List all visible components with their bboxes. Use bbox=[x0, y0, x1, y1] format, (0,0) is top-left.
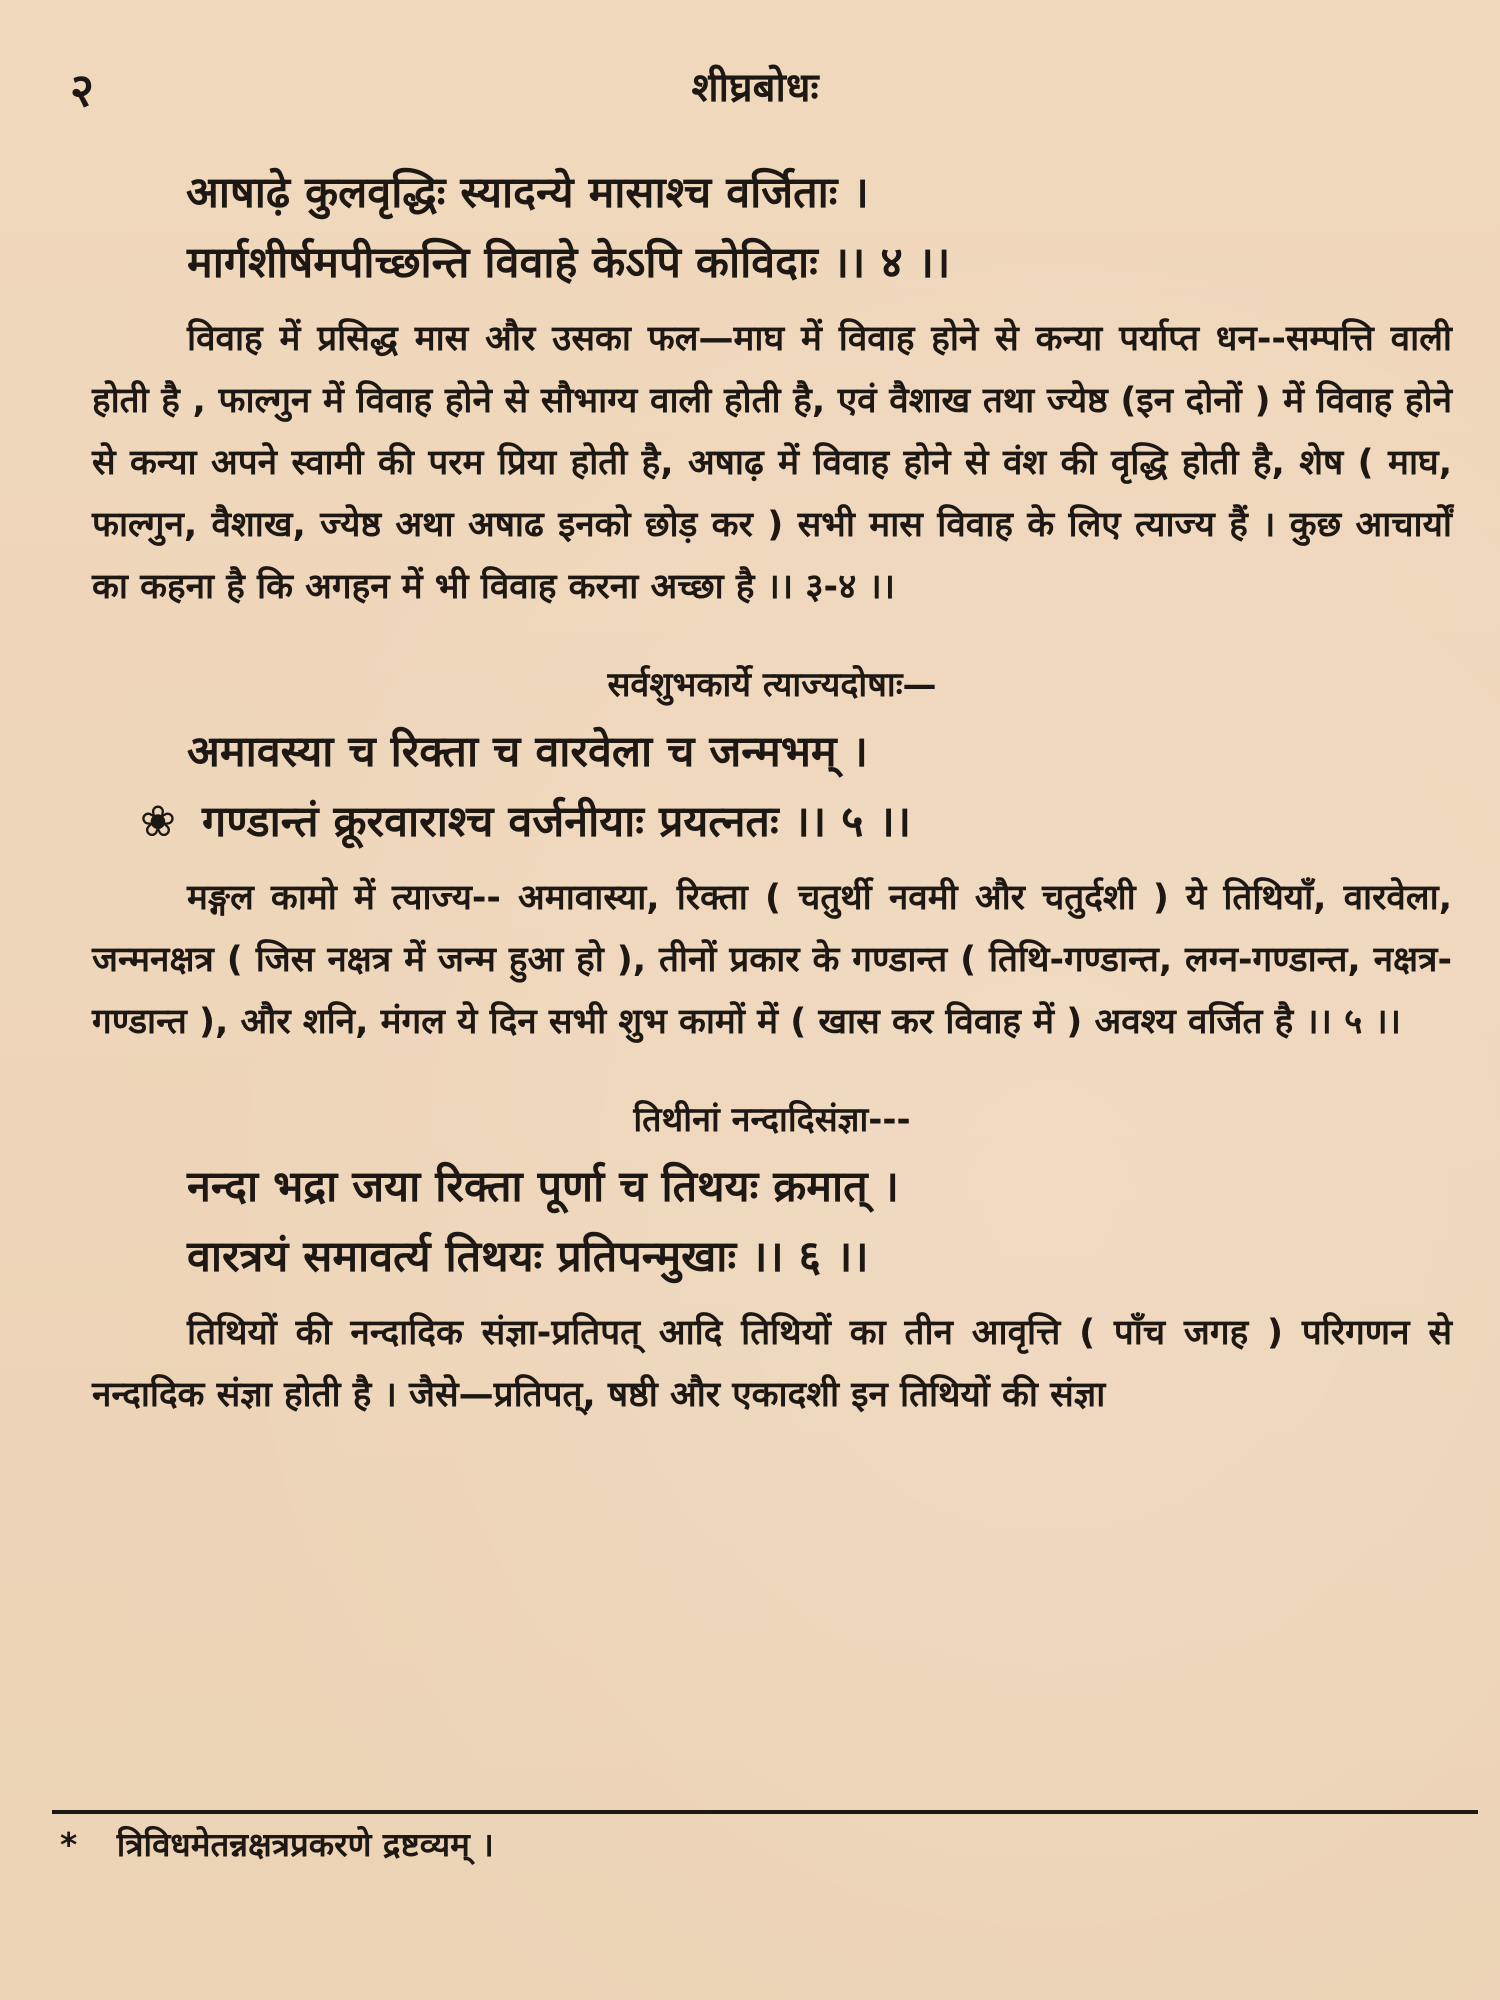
verse-5-line-2-row bbox=[92, 787, 1452, 857]
page-number: २ bbox=[70, 63, 94, 117]
footnote-divider bbox=[52, 1810, 1478, 1814]
page-content bbox=[92, 158, 1452, 1461]
section-tithi-names bbox=[92, 1088, 1452, 1426]
running-head bbox=[70, 58, 1440, 117]
running-title: शीघ्रबोधः bbox=[691, 65, 819, 111]
footnote bbox=[60, 1820, 494, 1870]
section-auspicious-defects bbox=[92, 653, 1452, 1053]
commentary-3-4: विवाह में प्रसिद्ध मास और उसका फल—माघ में विवाह होने से कन्या पर्याप्त धन--सम्पत्ति वाली होती है , फाल्गुन में विवाह होने से सौभाग्य वाली होती है, एवं वैशाख तथा ज्येष्ठ (इन दोनों ) में विवाह होने से कन्या अपने स्वामी की परम प्रिया होती है, अषाढ़ में विवाह होने से वंश की वृद्धि होती है, शेष ( माघ, फाल्गुन, वैशाख, ज्येष्ठ अथा अषाढ इनको छोड़ कर ) सभी मास विवाह के लिए त्याज्य हैं । कुछ आचार्यों का कहना है कि अगहन में भी विवाह करना अच्छा है ।। ३-४ ।। bbox=[92, 319, 1452, 607]
verse-6-line-1: नन्दा भद्रा जया रिक्ता पूर्णा च तिथयः क्रमात् । bbox=[187, 1162, 899, 1212]
section-heading-tithi-names: तिथीनां नन्दादिसंज्ञा--- bbox=[633, 1100, 911, 1140]
verse-4-line-2: मार्गशीर्षमपीच्छन्ति विवाहे केऽपि कोविदाः ।। ४ ।। bbox=[187, 238, 951, 288]
flower-ornament-icon: ❀ bbox=[139, 797, 177, 847]
footnote-text: त्रिविधमेतन्नक्षत्रप्रकरणे द्रष्टव्यम् । bbox=[116, 1825, 494, 1864]
verse-6-line-2: वारत्रयं समावर्त्य तिथयः प्रतिपन्मुखाः ।। ६ ।। bbox=[187, 1232, 869, 1282]
commentary-5: मङ्गल कामो में त्याज्य-- अमावास्या, रिक्ता ( चतुर्थी नवमी और चतुर्दशी ) ये तिथियाँ, वारवेला, जन्मनक्षत्र ( जिस नक्षत्र में जन्म हुआ हो ), तीनों प्रकार के गण्डान्त ( तिथि-गण्डान्त, लग्न-गण्डान्त, नक्षत्र-गण्डान्त ), और शनि, मंगल ये दिन सभी शुभ कामों में ( खास कर विवाह में ) अवश्य वर्जित है ।। ५ ।। bbox=[92, 878, 1452, 1042]
section-heading-auspicious-defects: सर्वशुभकार्ये त्याज्यदोषाः— bbox=[607, 665, 937, 705]
commentary-6: तिथियों की नन्दादिक संज्ञा-प्रतिपत् आदि तिथियों का तीन आवृत्ति ( पाँच जगह ) परिगणन से नन्दादिक संज्ञा होती है । जैसे—प्रतिपत्, षष्ठी और एकादशी इन तिथियों की संज्ञा bbox=[92, 1313, 1452, 1415]
verse-4-line-1: आषाढ़े कुलवृद्धिः स्यादन्ये मासाश्च वर्जिताः । bbox=[186, 168, 869, 218]
footnote-asterisk: * bbox=[60, 1825, 78, 1864]
verse-5-line-2: गण्डान्तं क्रूरवाराश्च वर्जनीयाः प्रयत्नतः ।। ५ ।। bbox=[201, 797, 912, 847]
verse-5-line-1: अमावस्या च रिक्ता च वारवेला च जन्मभम् । bbox=[187, 727, 868, 777]
